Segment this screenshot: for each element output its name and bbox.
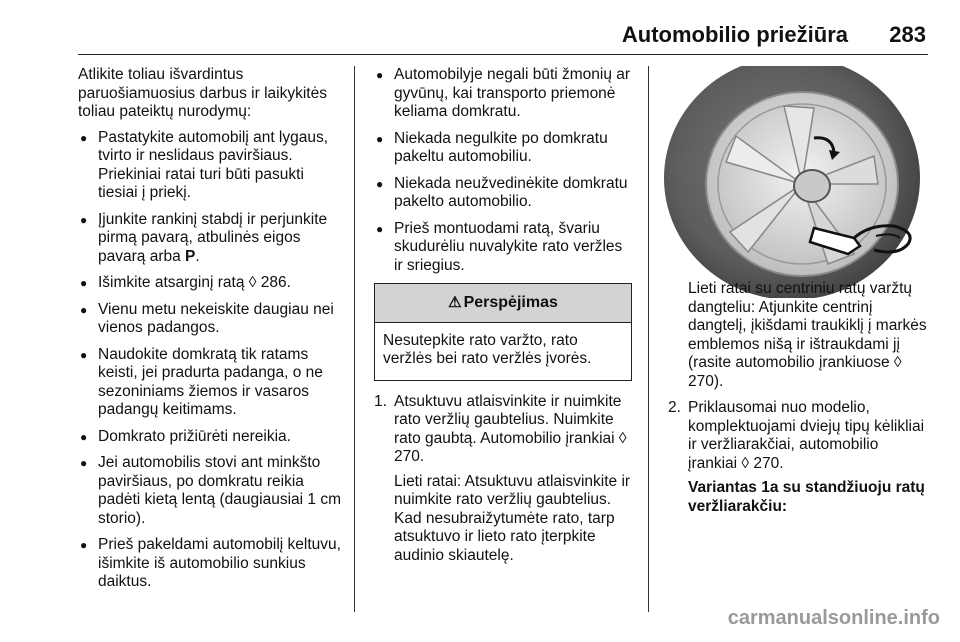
list-item: ● Įjunkite rankinį stabdį ir perjunkite pirmą pavarą, atbulinės eigos pavarą arba P. (78, 211, 346, 267)
warning-body: Nesutepkite rato varžto, rato veržlės bei rato veržlės įvorės. (383, 331, 592, 367)
page-ref-link[interactable]: 286. (260, 274, 291, 291)
ref-icon: ◊ (618, 429, 627, 447)
intro-paragraph: Atlikite toliau išvardintus paruošiamuosius darbus ir laikykitės toliau pateiktų nurodymų: (78, 66, 327, 120)
variant-heading: Variantas 1a su standžiuoju ratų veržliarakčiu: (688, 479, 925, 515)
column-3 (668, 280, 930, 522)
list-item: ● Prieš montuodami ratą, švariu skudurėliu nuvalykite rato veržles ir sriegius. (374, 220, 632, 276)
list-item: ● Niekada negulkite po domkratu pakeltu automobiliu. (374, 130, 632, 167)
wheel-illustration (664, 66, 932, 298)
page-ref-link[interactable]: 270). (688, 372, 724, 390)
ref-icon: ◊ (248, 274, 257, 291)
list-item: ● Naudokite domkratą tik ratams keisti, jei pradurta padanga, o ne sezoniniams žiemos ir vasaros padangų keitimams. (78, 346, 346, 420)
column-divider-right (648, 66, 649, 612)
list-item: ● Prieš pakeldami automobilį keltuvu, išimkite iš automobilio sunkius daiktus. (78, 536, 346, 592)
safety-list (374, 66, 632, 275)
ref-icon: ◊ (741, 454, 750, 472)
header-title: Automobilio priežiūra (621, 22, 848, 47)
column-2 (374, 66, 632, 571)
step-1: 1. Atsuktuvu atlaisvinkite ir nuimkite rato veržlių gaubtelius. Nuimkite rato gaubtą. Automobilio įrankiai ◊ 270. Lieti ratai: Atsuktuvu atlaisvinkite ir nuimkite rato veržlių gaubtelius. Kad nesubraižytumėte rato, tarp atsuktuvo ir lieto rato įterpkite audinio skiautelę. (374, 392, 631, 564)
alloy-wheel-center-cap-illustration (664, 66, 932, 298)
list-item: ● Išimkite atsarginį ratą ◊ 286. (78, 274, 346, 293)
warning-title: Perspėjimas (463, 294, 558, 311)
step-number: 1. (374, 392, 387, 410)
step-2: 2. Priklausomai nuo modelio, komplektuojami dviejų tipų kėlikliai ir veržliarakčiai, automobilio įrankiai ◊ 270. Variantas 1a su standžiuoju ratų veržliarakčiu: (668, 399, 930, 516)
ref-icon: ◊ (893, 354, 902, 371)
warning-icon: ⚠ (448, 294, 462, 311)
header-rule (78, 54, 928, 55)
list-item: ● Domkrato prižiūrėti nereikia. (78, 428, 346, 447)
gear-p-label: P (185, 247, 196, 265)
steps-list (374, 393, 632, 566)
list-item: ● Vienu metu nekeiskite daugiau nei vienos padangos. (78, 301, 346, 338)
page-ref-link[interactable]: 270. (394, 448, 425, 465)
list-item: ● Automobilyje negali būti žmonių ar gyvūnų, kai transporto priemonė keliama domkratu. (374, 66, 632, 122)
list-item: ● Niekada neužvedinėkite domkratu pakelto automobilio. (374, 175, 632, 212)
steps-list-continued (668, 399, 930, 516)
column-1 (78, 66, 346, 600)
list-item: ● Jei automobilis stovi ant minkšto paviršiaus, po domkratu reikia padėti kietą lentą (daugiausiai 1 cm storio). (78, 454, 346, 528)
step-1-alloy-note: Lieti ratai: Atsuktuvu atlaisvinkite ir nuimkite rato veržlių gaubtelius. Kad nesubraižytumėte rato, tarp atsuktuvo ir lieto rato įterpkite audinio skiautelę. (394, 472, 631, 564)
center-cap-shape (794, 170, 830, 202)
figure-caption: Lieti ratai su centriniu ratų varžtų dangteliu: Atjunkite centrinį dangtelį, įkišdami traukiklį į markės emblemos nišą ir ištraukdami jį (rasite automobilio įrankiuose ◊ 270). (688, 280, 927, 390)
warning-box (374, 283, 632, 381)
warning-header (375, 284, 631, 323)
page-ref-link[interactable]: 270. (753, 454, 784, 472)
page-number: 283 (889, 22, 926, 47)
preparation-list (78, 129, 346, 592)
step-number: 2. (668, 399, 681, 416)
column-divider-left (354, 66, 355, 612)
footer-watermark: carmanualsonline.info (727, 607, 940, 629)
list-item: ● Pastatykite automobilį ant lygaus, tvirto ir neslidaus paviršiaus. Priekiniai ratai turi būti pasukti tiesiai į priekį. (78, 129, 346, 203)
